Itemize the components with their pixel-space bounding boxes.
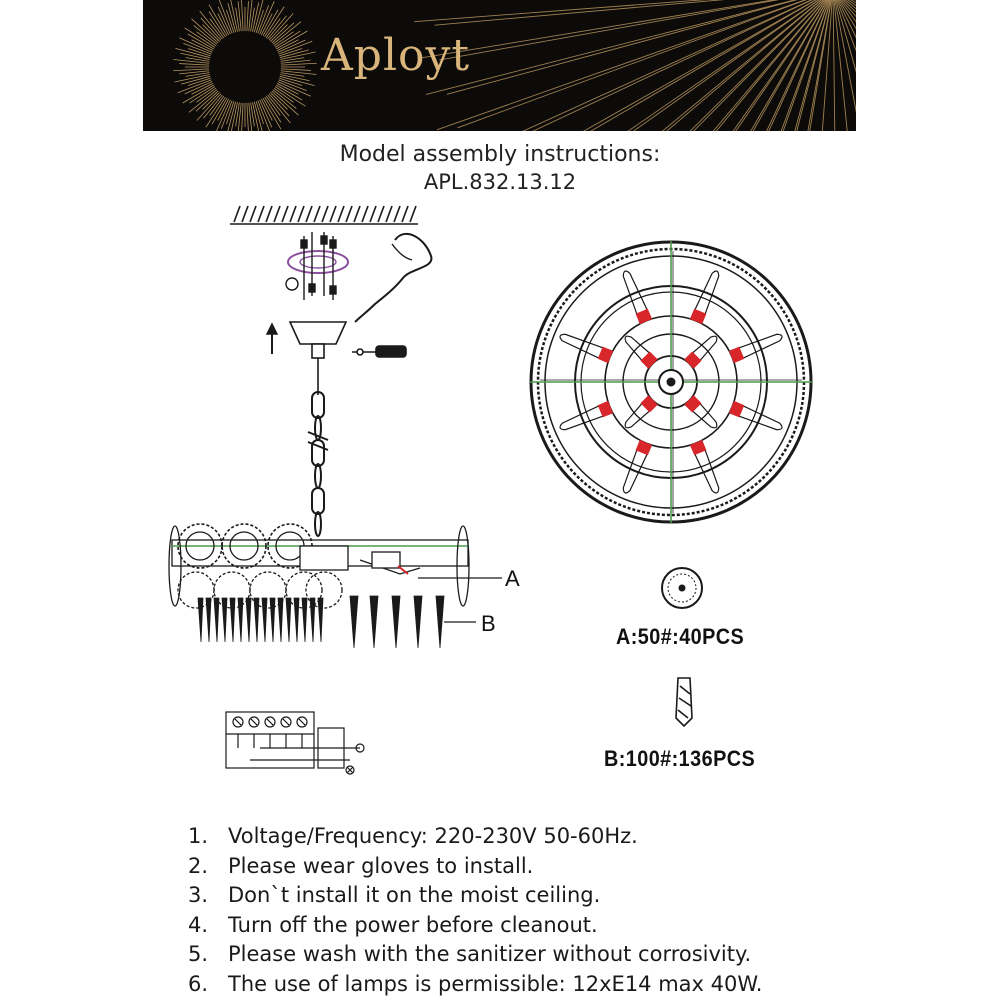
instruction-item: [188, 911, 762, 941]
instruction-list: [188, 822, 762, 1000]
mounting-bracket-icon: [267, 232, 431, 354]
instruction-text: Please wear gloves to install.: [228, 853, 534, 878]
canopy: [290, 322, 406, 395]
instruction-item: [188, 970, 762, 1000]
instruction-number: 6.: [188, 971, 209, 996]
legend-crystal-b: B:100#:136PCS: [604, 746, 756, 771]
instruction-item: [188, 822, 762, 852]
instruction-number: 2.: [188, 853, 209, 878]
instruction-text: Please wash with the sanitizer without corrosivity.: [228, 942, 752, 967]
wiring-diagram-icon: [226, 712, 364, 774]
page-title: Model assembly instructions:: [339, 142, 661, 167]
instruction-number: 5.: [188, 942, 209, 967]
instruction-text: Voltage/Frequency: 220-230V 50-60Hz.: [228, 824, 638, 848]
chandelier-side-view: [169, 524, 502, 648]
brand-name: Aployt: [321, 30, 471, 81]
callout-b: B: [481, 611, 496, 636]
instruction-item: [188, 852, 762, 882]
callout-a: A: [505, 566, 520, 591]
crystal-disc-icon: [662, 568, 702, 608]
instruction-item: [188, 940, 762, 970]
instruction-item: [188, 881, 762, 911]
instruction-number: 1.: [188, 824, 209, 848]
instruction-text: Don`t install it on the moist ceiling.: [228, 883, 601, 908]
instruction-number: 4.: [188, 912, 209, 937]
legend-crystal-a: A:50#:40PCS: [616, 624, 745, 649]
model-number: APL.832.13.12: [423, 170, 577, 194]
ceiling-hatch-icon: [230, 206, 418, 224]
instruction-text: The use of lamps is permissible: 12xE14 max 40W.: [228, 971, 763, 996]
chandelier-top-view: [530, 241, 812, 523]
instruction-text: Turn off the power before cleanout.: [228, 912, 598, 937]
screwdriver-icon: [352, 346, 406, 357]
instruction-number: 3.: [188, 883, 209, 908]
chain-icon: [308, 392, 328, 536]
crystal-pendant-icon: [676, 678, 692, 726]
